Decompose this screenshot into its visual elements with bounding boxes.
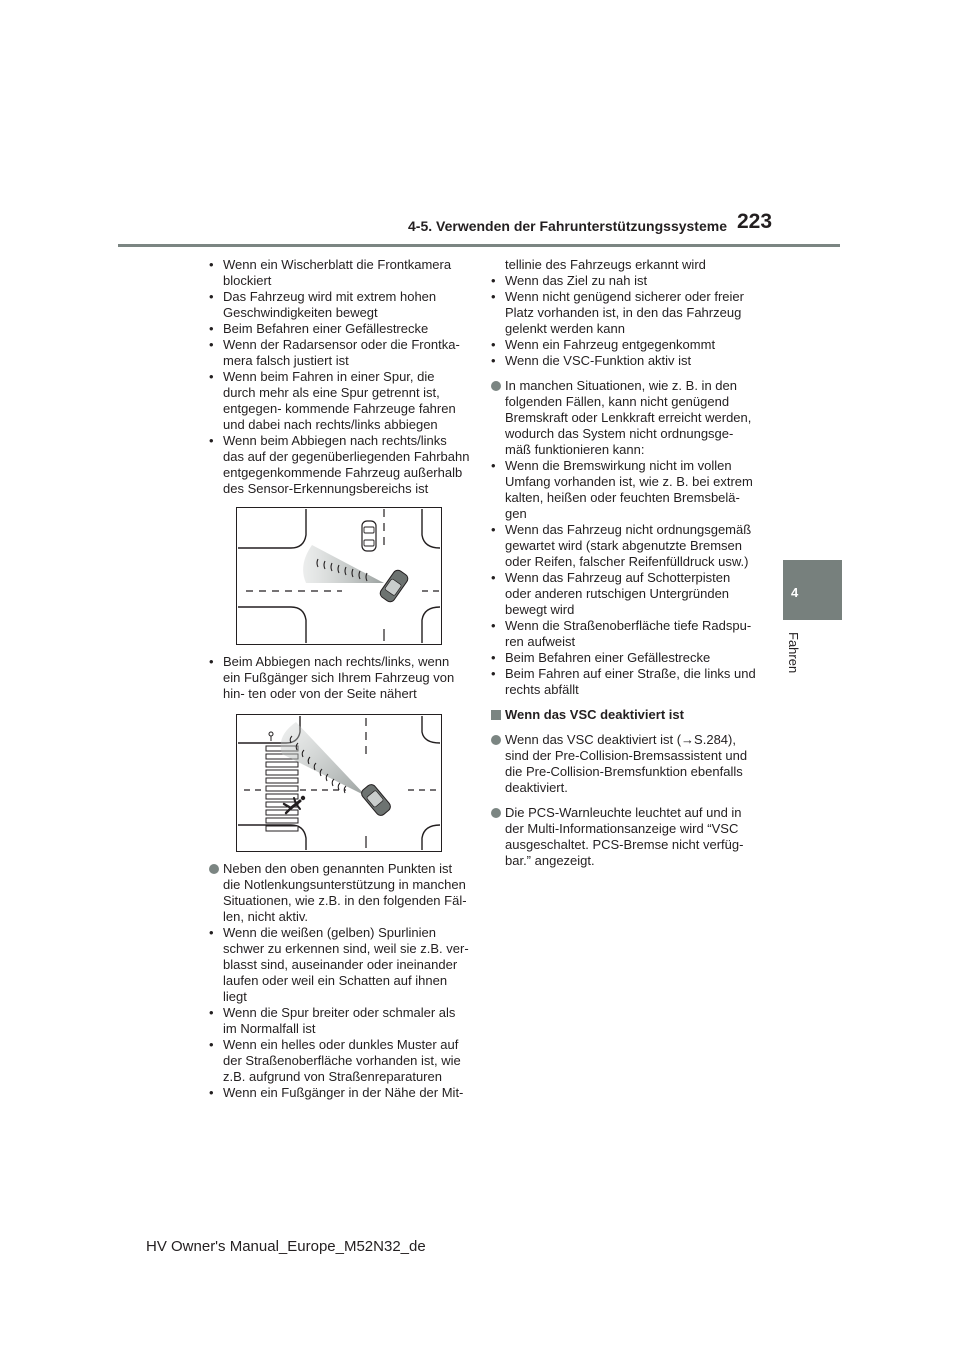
- list-item: • Wenn der Radarsensor oder die Frontka- mera falsch justiert ist: [208, 337, 470, 369]
- list-item: • Wenn ein Wischerblatt die Frontkamera blockiert: [208, 257, 470, 289]
- list-item: • Beim Befahren einer Gefällestrecke: [490, 650, 756, 666]
- right-column: [490, 257, 756, 869]
- note-text: Wenn das VSC deaktiviert ist (→S.284), sind der Pre-Collision-Bremsassistent und die Pre-Collision-Bremsfunktion ebenfalls deaktiviert.: [505, 732, 748, 795]
- chapter-tab-number: 4: [791, 585, 799, 600]
- list-item: • Beim Befahren einer Gefällestrecke: [208, 321, 470, 337]
- list-item: • Wenn die Straßenoberfläche tiefe Radspu- ren aufweist: [490, 618, 756, 650]
- list-item: • Wenn ein Fußgänger in der Nähe der Mit-: [208, 1085, 470, 1101]
- bullet-list: [208, 257, 470, 497]
- subheading: [490, 707, 756, 723]
- chapter-tab-label: Fahren: [786, 632, 801, 674]
- list-item: • Wenn die Bremswirkung nicht im vollen Umfang vorhanden ist, wie z. B. bei extrem kalten, heißen oder feuchten Bremsbelä- gen: [490, 458, 756, 522]
- footer-text: HV Owner's Manual_Europe_M52N32_de: [146, 1238, 426, 1255]
- bullet-list: [490, 458, 756, 698]
- list-item: • Wenn die weißen (gelben) Spurlinien schwer zu erkennen sind, weil sie z.B. ver- blasst sind, auseinander oder ineinander laufen oder weil ein Schatten auf ihnen liegt: [208, 925, 470, 1005]
- list-item: • Wenn beim Fahren in einer Spur, die durch mehr als eine Spur getrennt ist, entgegen- kommende Fahrzeuge fahren und dabei nach rechts/links abbiegen: [208, 369, 470, 433]
- oncoming-car: [362, 521, 376, 551]
- list-item: • Wenn das Fahrzeug auf Schotterpisten oder anderen rutschigen Untergründen bewegt wird: [490, 570, 756, 618]
- list-item: • Wenn beim Abbiegen nach rechts/links das auf der gegenüberliegenden Fahrbahn entgegenkommende Fahrzeug außerhalb des Sensor-Erkennungsbereichs ist: [208, 433, 470, 497]
- turning-pedestrian-illustration: [236, 714, 442, 852]
- bullet-dot-icon: [491, 808, 501, 818]
- list-item: • Das Fahrzeug wird mit extrem hohen Geschwindigkeiten bewegt: [208, 289, 470, 321]
- list-item: • Wenn ein helles oder dunkles Muster auf der Straßenoberfläche vorhanden ist, wie z.B. aufgrund von Straßenreparaturen: [208, 1037, 470, 1085]
- list-item: • Wenn nicht genügend sicherer oder freier Platz vorhanden ist, in den das Fahrzeug gelenkt werden kann: [490, 289, 756, 337]
- list-item: • Wenn die VSC-Funktion aktiv ist: [490, 353, 756, 369]
- note-point: [208, 861, 470, 925]
- note-point: [490, 805, 756, 869]
- list-item: • Wenn das Ziel zu nah ist: [490, 273, 756, 289]
- note-text: Die PCS-Warnleuchte leuchtet auf und in der Multi-Informationsanzeige wird “VSC ausgeschaltet. PCS-Bremse nicht verfüg- bar.” angezeigt.: [505, 805, 744, 868]
- bullet-dot-icon: [491, 735, 501, 745]
- left-column: [208, 257, 470, 1101]
- square-bullet-icon: [491, 710, 501, 720]
- subheading-text: Wenn das VSC deaktiviert ist: [505, 707, 684, 722]
- list-item: • Wenn ein Fahrzeug entgegenkommt: [490, 337, 756, 353]
- list-item: • Beim Abbiegen nach rechts/links, wenn ein Fußgänger sich Ihrem Fahrzeug von hin- ten oder von der Seite nähert: [208, 654, 470, 702]
- bullet-dot-icon: [209, 864, 219, 874]
- page-number: 223: [737, 210, 773, 233]
- note-text: In manchen Situationen, wie z. B. in den folgenden Fällen, kann nicht genügend Bremskraft oder Lenkkraft erreicht werden, wodurch das System nicht ordnungsge- mäß funktionieren kann:: [505, 378, 752, 457]
- bullet-dot-icon: [491, 381, 501, 391]
- list-item: • Beim Fahren auf einer Straße, die links und rechts abfällt: [490, 666, 756, 698]
- list-item-continuation: tellinie des Fahrzeugs erkannt wird: [505, 257, 706, 272]
- bullet-list: [490, 257, 756, 369]
- note-point: [490, 378, 756, 458]
- list-item: • Wenn das Fahrzeug nicht ordnungsgemäß gewartet wird (stark abgenutzte Bremsen oder Reifen, falscher Reifenfülldruck usw.): [490, 522, 756, 570]
- bullet-list: [208, 925, 470, 1101]
- note-point: [490, 732, 756, 796]
- list-item: • Wenn die Spur breiter oder schmaler als im Normalfall ist: [208, 1005, 470, 1037]
- turning-oncoming-vehicle-illustration: [236, 507, 442, 645]
- note-text: Neben den oben genannten Punkten ist die Notlenkungsunterstützung in manchen Situationen, wie z.B. in den folgenden Fäl- len, nicht aktiv.: [223, 861, 467, 924]
- section-title: 4-5. Verwenden der Fahrunterstützungssysteme: [408, 218, 727, 234]
- header-rule: [118, 244, 840, 247]
